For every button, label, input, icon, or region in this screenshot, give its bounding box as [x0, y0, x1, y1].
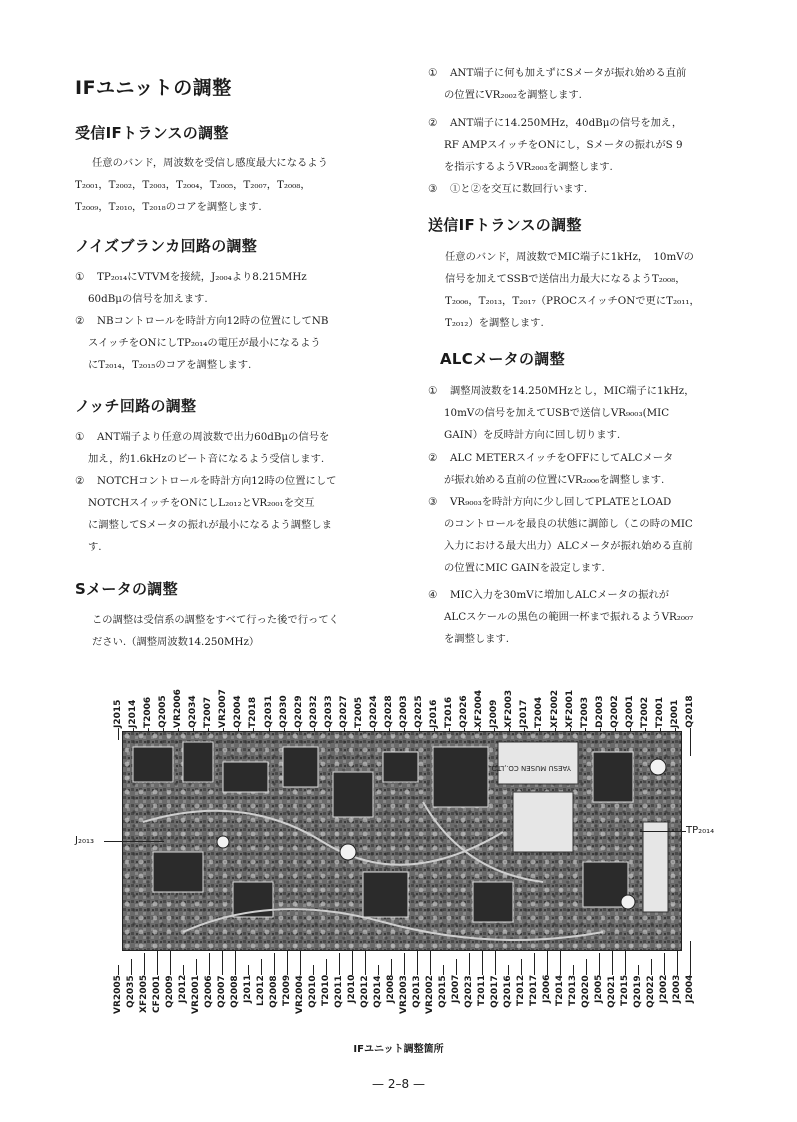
tx-if-paragraph: 任意のバンド，周波数でMIC端子に1kHz， 10mVの 信号を加えてSSBで送信出力最大になるようT₂₀₀₈， T₂₀₀₆，T₂₀₁₃，T₂₀₁₇（PROCスイッチONで更にT₂₀₁₁， T₂₀₁₂）を調整します. — [445, 251, 700, 329]
callout-bottom-q2015: Q2015 — [438, 975, 448, 1008]
callout-top-j2001: J2001 — [669, 699, 680, 728]
callout-top-t2018: T2018 — [248, 696, 259, 728]
callout-bottom-j2006: J2006 — [542, 975, 552, 1004]
callout-bottom-q2020: Q2020 — [581, 975, 591, 1008]
notch-item-2: ② NOTCHコントロールを時計方向12時の位置にして NOTCHスイッチをONにしL₂₀₁₂とVR₂₀₀₁を交互 に調整してSメータの振れが最小になるよう調整しま す. — [75, 475, 337, 553]
leader-line — [339, 953, 340, 975]
callout-bottom-t2011: T2011 — [477, 975, 487, 1007]
callout-bottom-j2011: J2011 — [243, 975, 253, 1004]
leader-line — [326, 959, 327, 975]
leader-line — [690, 941, 691, 975]
callout-bottom-q2009: Q2009 — [165, 975, 175, 1008]
callout-bottom-j2007: J2007 — [451, 975, 461, 1004]
callout-top-j2016: J2016 — [429, 699, 440, 728]
page-number: — 2–8 — — [372, 1077, 425, 1091]
callout-bottom-j2005: J2005 — [594, 975, 604, 1004]
callout-top-q2030: Q2030 — [278, 695, 289, 728]
callout-top-q2002: Q2002 — [609, 695, 620, 728]
callout-bottom-q2008: Q2008 — [230, 975, 240, 1008]
callout-top-q2024: Q2024 — [368, 695, 379, 728]
callout-top-vr2007: VR2007 — [218, 689, 229, 728]
callout-bottom-l2012: L2012 — [256, 975, 266, 1006]
callout-top-j2009: J2009 — [489, 699, 500, 728]
leader-line — [547, 947, 548, 975]
callout-top-vr2006: VR2006 — [173, 689, 184, 728]
callout-top-t2007: T2007 — [203, 696, 214, 728]
callout-bottom-j2008: J2008 — [386, 975, 396, 1004]
leader-line-tp2014 — [640, 831, 686, 832]
callout-top-t2004: T2004 — [534, 696, 545, 728]
leader-line — [404, 953, 405, 975]
noise-blanker-item-2: ② NBコントロールを時計方向12時の位置にしてNB スイッチをONにしTP₂₀₁₄の電圧が最小になるよう にT₂₀₁₄，T₂₀₁₅のコアを調整します. — [75, 315, 329, 371]
callout-bottom-q2014: Q2014 — [373, 975, 383, 1008]
callout-top-j2015: J2015 — [113, 699, 123, 728]
alc-item-2: ② ALC METERスイッチをOFFにしてALCメータ が振れ始める直前の位置にVR₂₀₀₆を調整します. — [428, 452, 674, 486]
leader-line — [261, 959, 262, 975]
callout-bottom-j2010: J2010 — [347, 975, 357, 1004]
alc-item-4: ④ MIC入力を30mVに増加しALCメータの振れが ALCスケールの黒色の範囲一杯まで振れるようVR₂₀₀₇ を調整します. — [428, 589, 694, 645]
callout-bottom-xf2005: XF2005 — [139, 975, 149, 1014]
callout-top-xf2003: XF2003 — [504, 689, 515, 728]
leader-line — [586, 959, 587, 975]
leader-line — [469, 953, 470, 975]
leader-line — [534, 953, 535, 975]
callout-bottom-q2016: Q2016 — [503, 975, 513, 1008]
callout-bottom-t2012: T2012 — [516, 975, 526, 1007]
s-meter-item-3: ③ ①と②を交互に数回行います. — [428, 183, 588, 195]
leader-line — [157, 947, 158, 975]
callout-top-t2003: T2003 — [579, 696, 590, 728]
callout-top-xf2002: XF2002 — [549, 689, 560, 728]
callout-top-t2006: T2006 — [143, 696, 154, 728]
callout-top-t2005: T2005 — [353, 696, 364, 728]
callout-bottom-vr2004: VR2004 — [295, 975, 305, 1014]
heading-alc: ALCメータの調整 — [440, 350, 565, 368]
callout-top-q2026: Q2026 — [459, 695, 470, 728]
leader-line — [118, 965, 119, 975]
callout-top-q2018: Q2018 — [685, 695, 695, 728]
leader-line — [443, 965, 444, 975]
callout-top-q2032: Q2032 — [308, 695, 319, 728]
notch-item-1: ① ANT端子より任意の周波数で出力60dBμの信号を 加え，約1.6kHzのビート音になるよう受信します. — [75, 431, 330, 465]
leader-line — [144, 953, 145, 975]
label-j2013: J₂₀₁₃ — [75, 835, 94, 846]
leader-line — [482, 947, 483, 975]
callout-bottom-j2003: J2003 — [672, 975, 682, 1004]
board-maker-text: YAESU MUSEN CO.,LTD. — [489, 764, 571, 772]
callout-top-t2016: T2016 — [444, 696, 455, 728]
callout-bottom-t2017: T2017 — [529, 975, 539, 1007]
heading-notch: ノッチ回路の調整 — [75, 397, 197, 415]
leader-line — [274, 953, 275, 975]
callout-bottom-j2012: J2012 — [178, 975, 188, 1004]
callout-bottom-q2035: Q2035 — [126, 975, 136, 1008]
callout-top-q2033: Q2033 — [323, 695, 334, 728]
callout-bottom-vr2003: VR2003 — [399, 975, 409, 1014]
callout-top-t2002: T2002 — [639, 696, 650, 728]
callout-top-q2025: Q2025 — [414, 695, 425, 728]
callout-top-q2031: Q2031 — [263, 695, 274, 728]
callout-bottom-vr2001: VR2001 — [191, 975, 201, 1014]
callout-bottom-j2002: J2002 — [659, 975, 669, 1004]
callout-bottom-q2008: Q2008 — [269, 975, 279, 1008]
callout-bottom-q2023: Q2023 — [464, 975, 474, 1008]
callout-top-q2028: Q2028 — [383, 695, 394, 728]
callout-top-xf2004: XF2004 — [474, 689, 485, 728]
callout-bottom-q2010: Q2010 — [308, 975, 318, 1008]
alc-item-3: ③ VR₉₀₀₃を時計方向に少し回してPLATEとLOAD のコントロールを最良の状態に調節し（この時のMIC 入力における最大出力）ALCメータが振れ始める直前 の位置にMIC GAINを設定します. — [428, 496, 693, 574]
leader-line — [196, 959, 197, 975]
s-meter-item-2: ② ANT端子に14.250MHz，40dBμの信号を加え， RF AMPスイッチをONにし，Sメータの振れがS 9 を指示するようVR₂₀₀₃を調整します. — [428, 117, 683, 173]
leader-line — [131, 959, 132, 975]
callout-bottom-q2021: Q2021 — [607, 975, 617, 1008]
callout-bottom-cf2001: CF2001 — [152, 975, 162, 1013]
s-meter-paragraph: この調整は受信系の調整をすべて行った後で行ってく ださい.（調整周波数14.250MHz） — [92, 614, 339, 648]
leader-line — [287, 947, 288, 975]
label-tp2014: TP₂₀₁₄ — [686, 825, 715, 836]
callout-bottom-q2011: Q2011 — [334, 975, 344, 1008]
callout-bottom-t2010: T2010 — [321, 975, 331, 1007]
callout-top-j2017: J2017 — [519, 699, 530, 728]
leader-line — [521, 959, 522, 975]
callout-top-q2003: Q2003 — [399, 695, 409, 728]
heading-tx-if: 送信IFトランスの調整 — [428, 216, 582, 234]
leader-line — [417, 947, 418, 975]
leader-line — [599, 953, 600, 975]
callout-top-d2003: D2003 — [594, 695, 605, 728]
callout-top-xf2001: XF2001 — [564, 689, 575, 728]
leader-line — [677, 947, 678, 975]
leader-line — [651, 959, 652, 975]
s-meter-item-1: ① ANT端子に何も加えずにSメータが振れ始める直前 の位置にVR₂₀₀₂を調整します. — [428, 67, 687, 101]
leader-line — [352, 947, 353, 975]
callout-top-q2034: Q2034 — [188, 695, 199, 728]
leader-line — [209, 953, 210, 975]
leader-line-j2013 — [104, 841, 164, 842]
noise-blanker-item-1: ① TP₂₀₁₄にVTVMを接続，J₂₀₀₄より8.215MHz 60dBμの信号を加えます. — [75, 271, 307, 305]
circuit-board-image — [123, 732, 682, 951]
callout-bottom-vr2002: VR2002 — [425, 975, 435, 1014]
callout-bottom-t2009: T2009 — [282, 975, 292, 1007]
leader-line — [690, 728, 691, 756]
callout-top-q2027: Q2027 — [338, 695, 349, 728]
rx-if-paragraph: 任意のバンド，周波数を受信し感度最大になるよう T₂₀₀₁，T₂₀₀₂，T₂₀₀₃，T₂₀₀₄，T₂₀₀₅，T₂₀₀₇，T₂₀₀₈， T₂₀₀₉，T₂₀₁₀，T₂₀₁₈のコアを調整します. — [75, 157, 328, 213]
callout-top-q2001: Q2001 — [624, 695, 635, 728]
leader-line — [183, 965, 184, 975]
leader-line — [378, 965, 379, 975]
leader-line — [508, 965, 509, 975]
callout-bottom-vr2005: VR2005 — [113, 975, 123, 1014]
leader-line — [664, 953, 665, 975]
callout-bottom-q2019: Q2019 — [633, 975, 643, 1008]
callout-top-j2014: J2014 — [128, 699, 139, 728]
heading-s-meter: Sメータの調整 — [75, 580, 178, 598]
figure-caption: IFユニット調整箇所 — [353, 1044, 444, 1055]
leader-line — [612, 947, 613, 975]
leader-line — [248, 965, 249, 975]
callout-top-q2029: Q2029 — [293, 695, 304, 728]
page-title: IFユニットの調整 — [75, 77, 232, 99]
callout-bottom-q2006: Q2006 — [204, 975, 214, 1008]
heading-noise-blanker: ノイズブランカ回路の調整 — [75, 237, 258, 255]
heading-rx-if: 受信IFトランスの調整 — [75, 124, 229, 142]
callout-bottom-q2017: Q2017 — [490, 975, 500, 1008]
callout-bottom-j2004: J2004 — [685, 975, 695, 1004]
leader-line — [222, 947, 223, 975]
leader-line — [118, 728, 119, 740]
if-unit-photo — [122, 731, 682, 951]
callout-bottom-q2007: Q2007 — [217, 975, 227, 1008]
callout-bottom-t2013: T2013 — [568, 975, 578, 1007]
leader-line — [573, 965, 574, 975]
callout-bottom-t2015: T2015 — [620, 975, 630, 1007]
alc-item-1: ① 調整周波数を14.250MHzとし，MIC端子に1kHz， 10mVの信号を加えてUSBで送信しVR₉₀₀₃(MIC GAIN）を反時計方向に回し切ります. — [428, 385, 695, 441]
callout-top-q2005: Q2005 — [158, 695, 169, 728]
callout-bottom-t2014: T2014 — [555, 975, 565, 1007]
leader-line — [391, 959, 392, 975]
callout-bottom-q2013: Q2013 — [412, 975, 422, 1008]
callout-top-t2001: T2001 — [654, 696, 665, 728]
leader-line — [456, 959, 457, 975]
leader-line — [313, 965, 314, 975]
callout-bottom-q2022: Q2022 — [646, 975, 656, 1008]
callout-top-q2004: Q2004 — [233, 695, 244, 728]
callout-bottom-q2012: Q2012 — [360, 975, 370, 1008]
leader-line — [638, 965, 639, 975]
